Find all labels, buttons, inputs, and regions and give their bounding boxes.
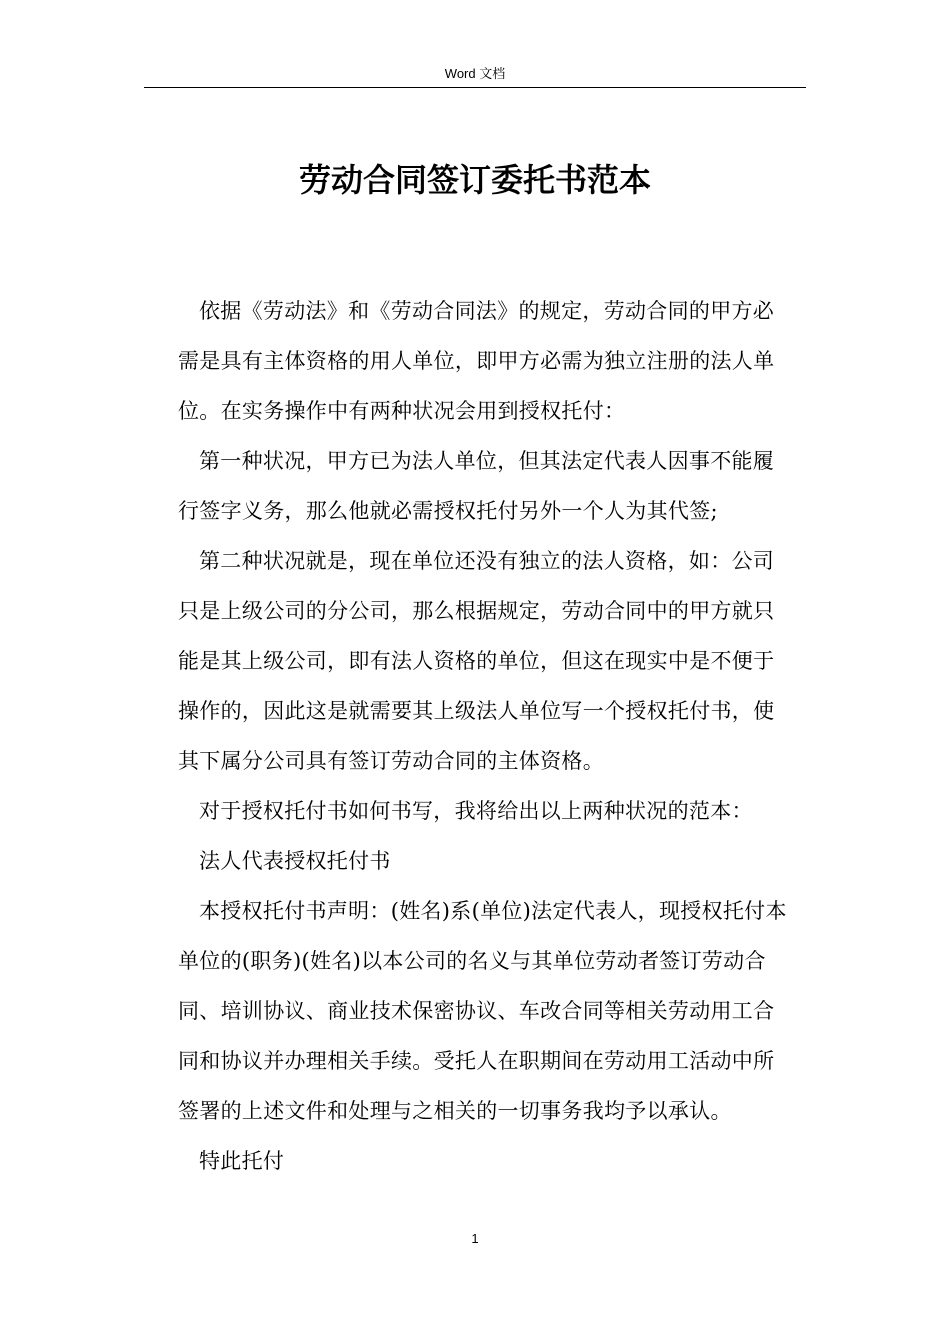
paragraph-closing (178, 1136, 808, 1186)
paragraph-line: 同和协议并办理相关手续。受托人在职期间在劳动用工活动中所 (178, 1049, 775, 1073)
paragraph-line: 对于授权托付书如何书写，我将给出以上两种状况的范本： (199, 799, 753, 823)
paragraph-line: 操作的，因此这是就需要其上级法人单位写一个授权托付书，使 (178, 699, 775, 723)
paragraph-line: 位。在实务操作中有两种状况会用到授权托付： (178, 399, 626, 423)
paragraph-line: 特此托付 (199, 1149, 285, 1173)
paragraph-intro (178, 286, 808, 436)
paragraph-template-intro (178, 786, 808, 836)
page-number: 1 (471, 1231, 479, 1246)
paragraph-line: 依据《劳动法》和《劳动合同法》的规定，劳动合同的甲方必 (199, 299, 775, 323)
paragraph-authorization (178, 886, 808, 1136)
paragraph-line: 其下属分公司具有签订劳动合同的主体资格。 (178, 749, 604, 773)
paragraph-case-two (178, 536, 808, 786)
paragraph-line: 第二种状况就是，现在单位还没有独立的法人资格，如：公司 (199, 549, 775, 573)
paragraph-line: 能是其上级公司，即有法人资格的单位，但这在现实中是不便于 (178, 649, 775, 673)
paragraph-case-one (178, 436, 808, 536)
document-body (178, 286, 808, 1186)
paragraph-line: 本授权托付书声明：(姓名)系(单位)法定代表人，现授权托付本 (199, 899, 787, 923)
paragraph-line: 签署的上述文件和处理与之相关的一切事务我均予以承认。 (178, 1099, 732, 1123)
document-title: 劳动合同签订委托书范本 (298, 161, 651, 199)
paragraph-line: 需是具有主体资格的用人单位，即甲方必需为独立注册的法人单 (178, 349, 775, 373)
paragraph-line: 同、培训协议、商业技术保密协议、车改合同等相关劳动用工合 (178, 999, 775, 1023)
paragraph-line: 单位的(职务)(姓名)以本公司的名义与其单位劳动者签订劳动合 (178, 949, 766, 973)
header-divider (144, 87, 806, 88)
page-header: Word 文档 (444, 66, 506, 81)
paragraph-line: 第一种状况，甲方已为法人单位，但其法定代表人因事不能履 (199, 449, 775, 473)
section-heading (178, 836, 808, 886)
paragraph-line: 只是上级公司的分公司，那么根据规定，劳动合同中的甲方就只 (178, 599, 775, 623)
paragraph-line: 法人代表授权托付书 (199, 849, 391, 873)
paragraph-line: 行签字义务，那么他就必需授权托付另外一个人为其代签; (178, 499, 718, 523)
